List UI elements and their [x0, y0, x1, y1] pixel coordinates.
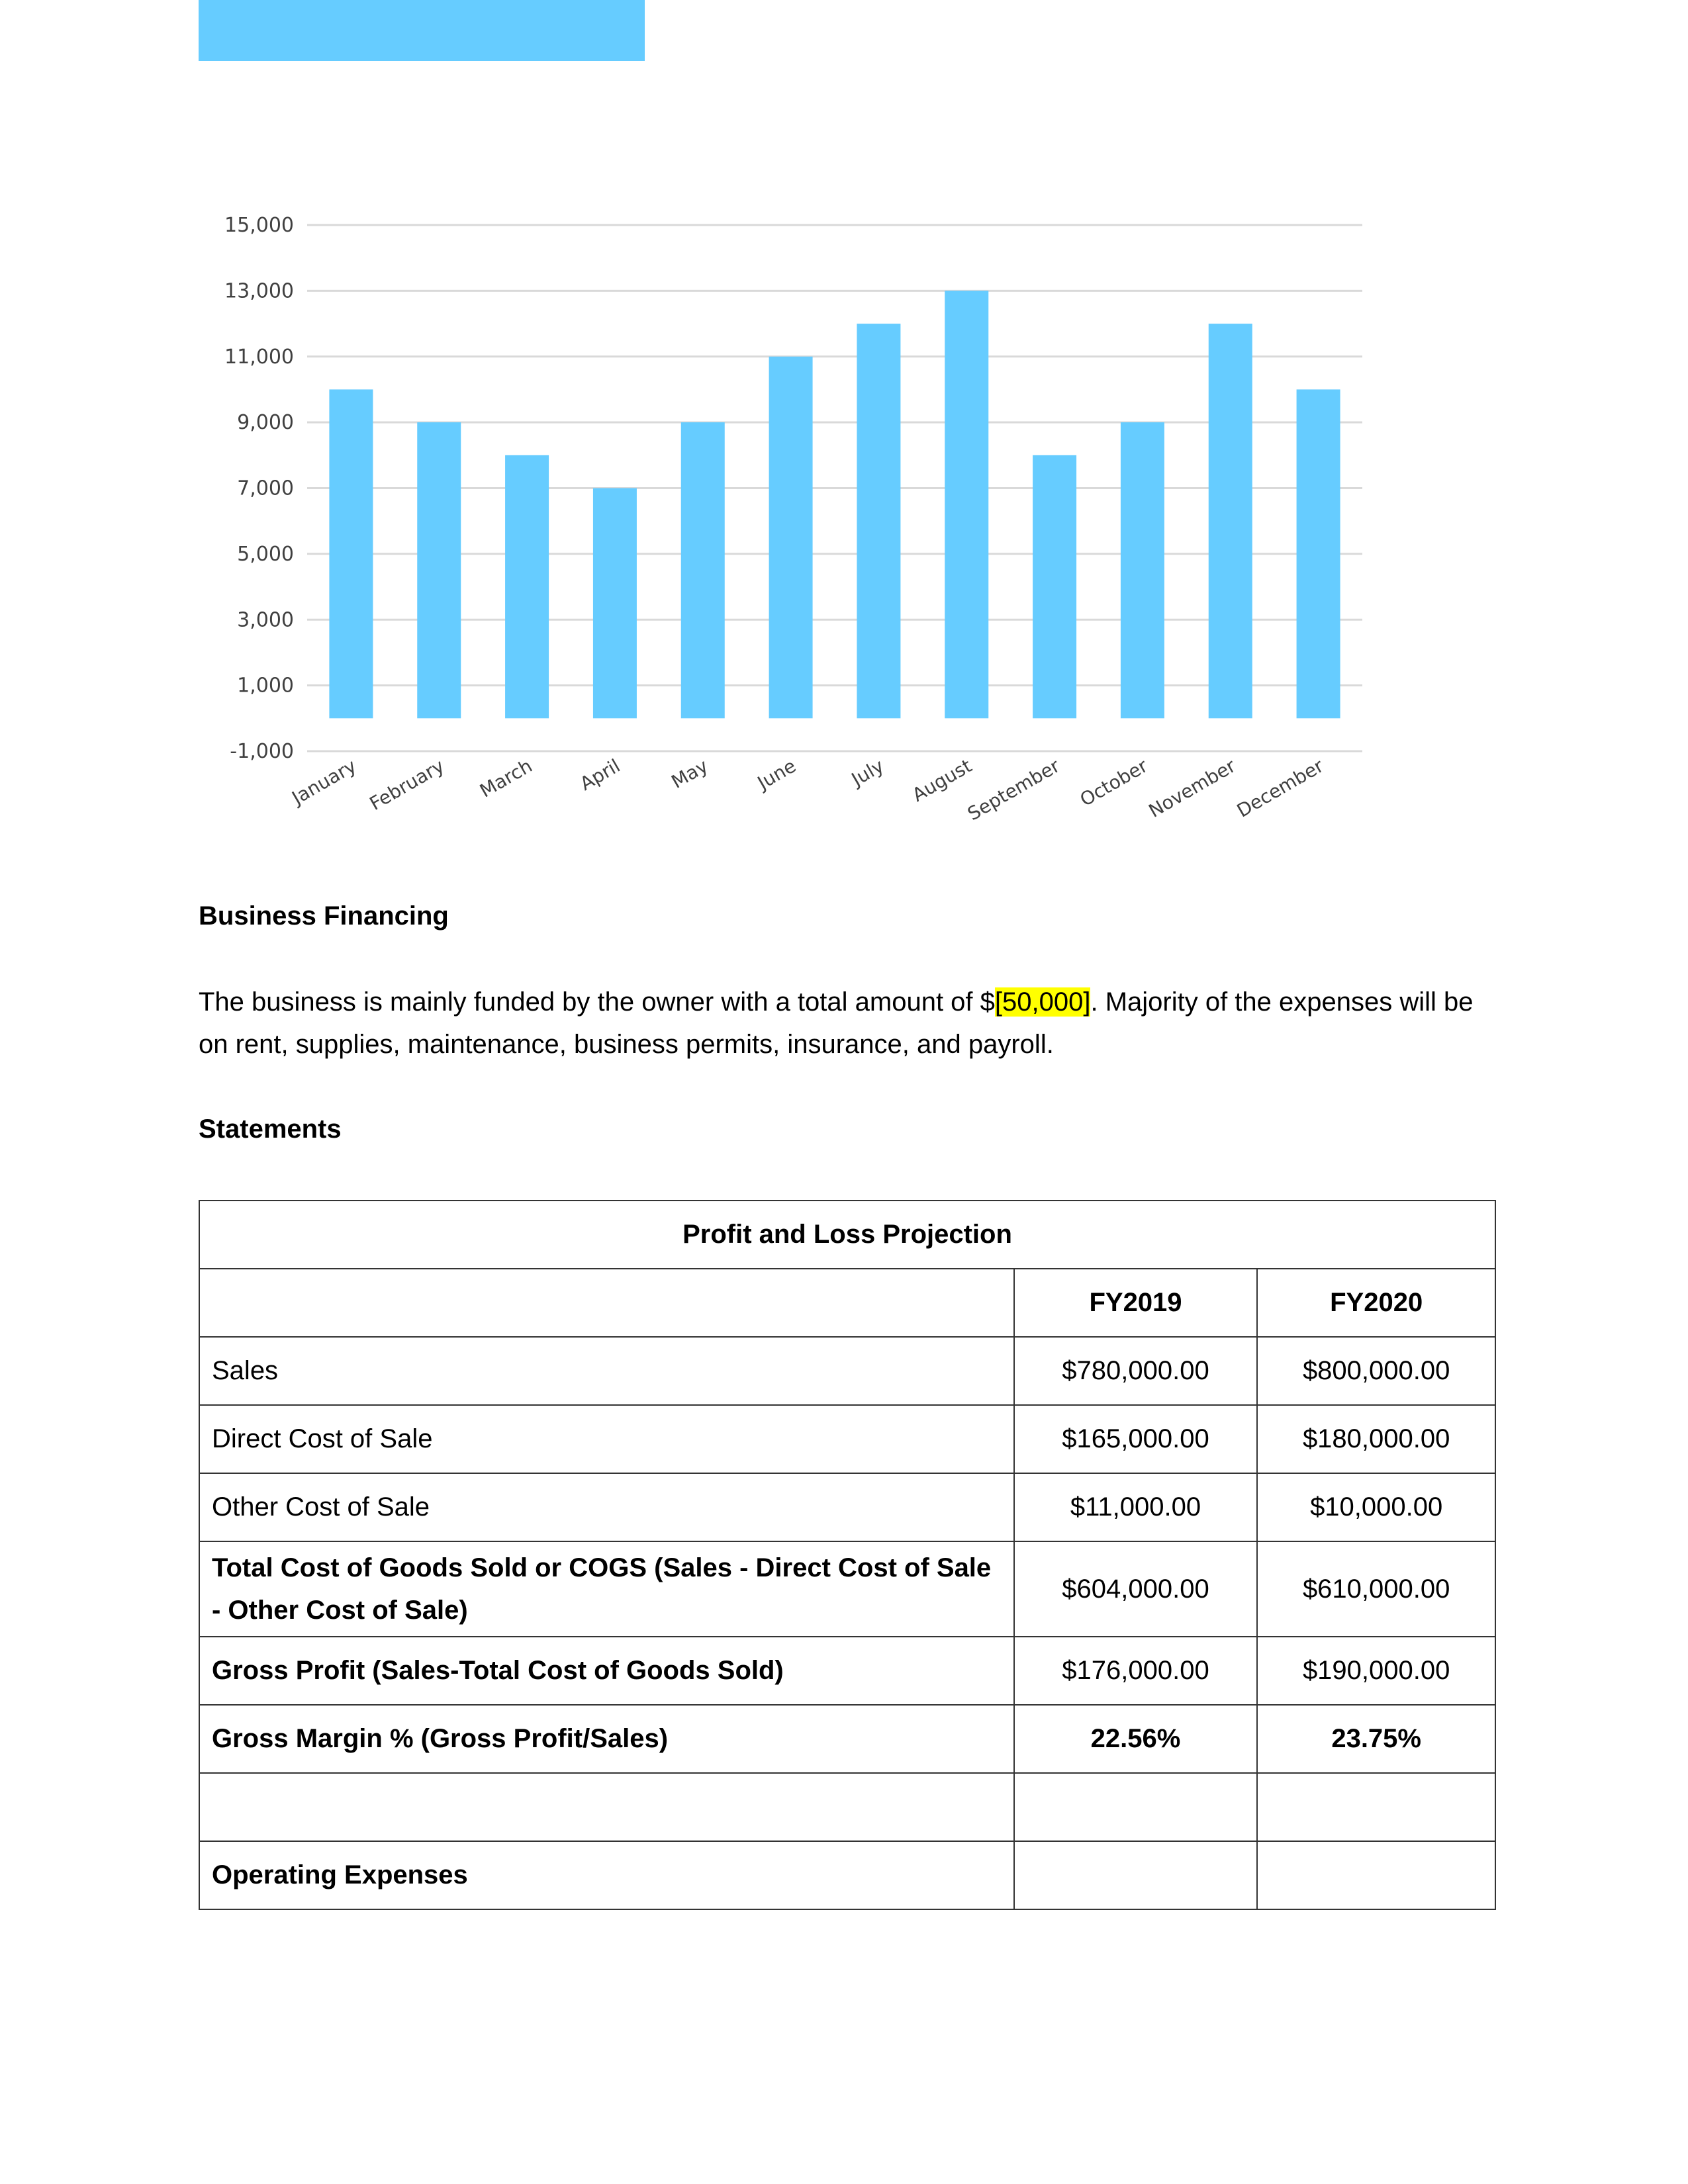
row-fy2020: $190,000.00 [1257, 1637, 1495, 1705]
y-tick-label: -1,000 [230, 740, 294, 763]
financing-text-after: . Majority of the expenses will be on rent, supplies, maintenance, business permits, insurance, and payroll. [199, 987, 1474, 1059]
bar-april [593, 488, 637, 719]
statements-heading: Statements [199, 1115, 342, 1144]
financing-paragraph [199, 981, 1496, 1066]
row-label: Gross Profit (Sales-Total Cost of Goods Sold) [199, 1637, 1014, 1705]
table-title-row [199, 1201, 1495, 1269]
row-fy2019: $780,000.00 [1014, 1337, 1258, 1405]
y-tick-label: 3,000 [237, 608, 294, 632]
row-label: Sales [199, 1337, 1014, 1405]
row-fy2020 [1257, 1773, 1495, 1841]
x-tick-label: March [476, 754, 536, 802]
x-tick-label: February [365, 754, 448, 815]
y-tick-label: 13,000 [224, 279, 294, 303]
business-financing-heading: Business Financing [199, 901, 449, 931]
header-fy2019: FY2019 [1014, 1269, 1258, 1337]
bar-september [1033, 455, 1076, 719]
table-header-row [199, 1269, 1495, 1337]
row-fy2020: $800,000.00 [1257, 1337, 1495, 1405]
header-accent-band [199, 0, 645, 61]
bar-june [769, 357, 813, 719]
row-fy2019 [1014, 1841, 1258, 1909]
row-label [199, 1773, 1014, 1841]
bar-august [945, 291, 988, 718]
funding-amount-highlight: [50,000] [994, 987, 1091, 1017]
y-tick-label: 7,000 [237, 477, 294, 500]
bar-february [417, 422, 461, 718]
header-fy2020: FY2020 [1257, 1269, 1495, 1337]
profit-loss-table [199, 1200, 1496, 1910]
table-row [199, 1405, 1495, 1473]
row-label: Gross Margin % (Gross Profit/Sales) [199, 1705, 1014, 1773]
x-tick-label: October [1076, 754, 1152, 811]
row-fy2019 [1014, 1773, 1258, 1841]
row-fy2019: $604,000.00 [1014, 1541, 1258, 1637]
row-label: Total Cost of Goods Sold or COGS (Sales - Direct Cost of Sale - Other Cost of Sale) [199, 1541, 1014, 1637]
bar-october [1121, 422, 1164, 718]
row-fy2019: 22.56% [1014, 1705, 1258, 1773]
table-title: Profit and Loss Projection [199, 1201, 1495, 1269]
table-row [199, 1541, 1495, 1637]
row-label: Direct Cost of Sale [199, 1405, 1014, 1473]
row-fy2020: $180,000.00 [1257, 1405, 1495, 1473]
header-label-cell [199, 1269, 1014, 1337]
row-fy2020: $10,000.00 [1257, 1473, 1495, 1541]
y-tick-label: 1,000 [237, 674, 294, 698]
y-tick-label: 9,000 [237, 411, 294, 435]
monthly-bar-chart [199, 199, 1397, 854]
bar-november [1209, 324, 1252, 718]
x-tick-label: June [753, 754, 800, 794]
table-row [199, 1473, 1495, 1541]
table-row [199, 1705, 1495, 1773]
x-tick-label: September [964, 754, 1064, 825]
table-row [199, 1637, 1495, 1705]
table-row [199, 1337, 1495, 1405]
y-tick-label: 11,000 [224, 345, 294, 369]
x-tick-label: July [847, 754, 888, 791]
bar-may [681, 422, 725, 718]
bar-january [329, 389, 373, 718]
bar-march [505, 455, 549, 719]
table-row [199, 1841, 1495, 1909]
x-tick-label: December [1233, 754, 1328, 822]
row-label: Operating Expenses [199, 1841, 1014, 1909]
row-fy2020: $610,000.00 [1257, 1541, 1495, 1637]
bar-july [857, 324, 900, 718]
row-fy2019: $165,000.00 [1014, 1405, 1258, 1473]
x-tick-label: November [1145, 754, 1240, 822]
y-tick-label: 15,000 [224, 214, 294, 237]
table-row [199, 1773, 1495, 1841]
row-fy2020 [1257, 1841, 1495, 1909]
row-label: Other Cost of Sale [199, 1473, 1014, 1541]
y-tick-label: 5,000 [237, 542, 294, 566]
row-fy2019: $11,000.00 [1014, 1473, 1258, 1541]
row-fy2019: $176,000.00 [1014, 1637, 1258, 1705]
financing-text-before: The business is mainly funded by the owner with a total amount of $ [199, 987, 995, 1017]
bar-december [1297, 389, 1340, 718]
x-tick-label: May [667, 754, 712, 794]
x-tick-label: April [576, 754, 624, 796]
x-tick-label: August [908, 754, 976, 807]
x-tick-label: January [288, 754, 360, 809]
row-fy2020: 23.75% [1257, 1705, 1495, 1773]
